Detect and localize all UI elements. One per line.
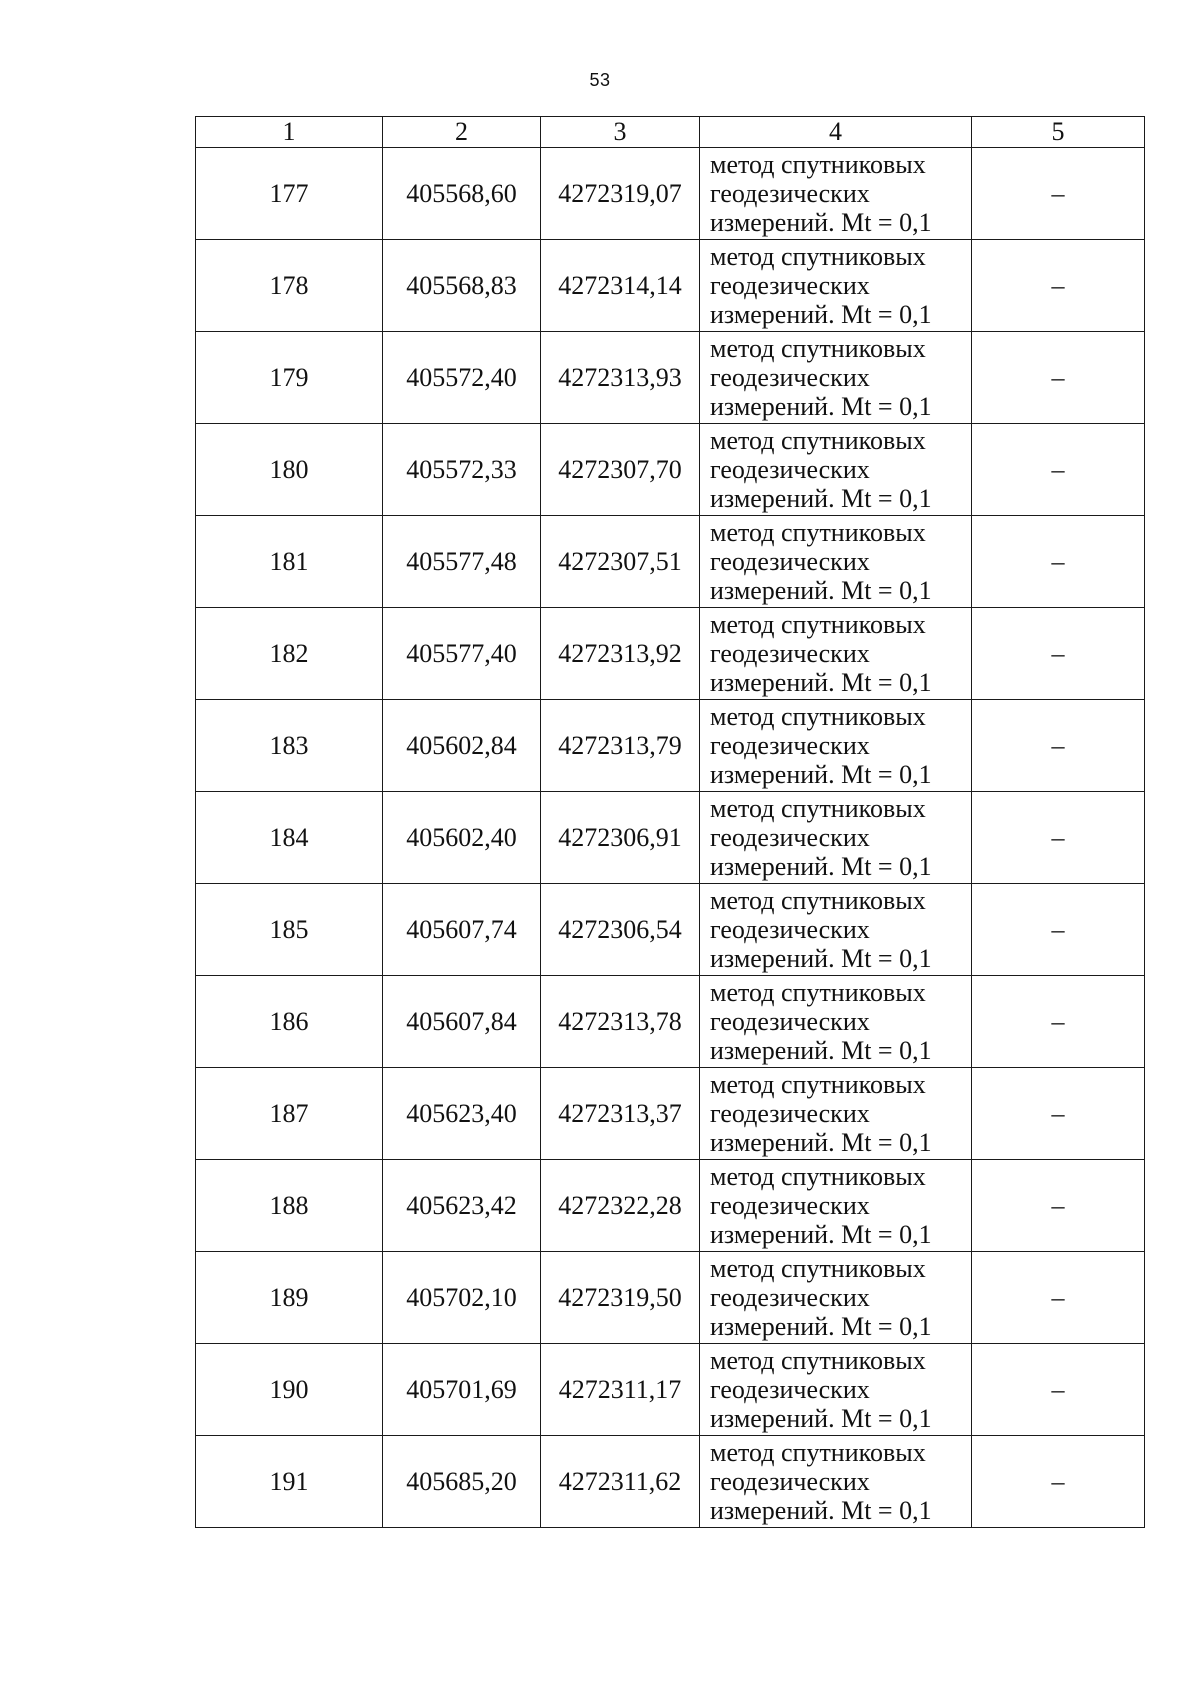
method-cell — [700, 976, 972, 1068]
method-line: метод спутниковых — [710, 610, 926, 639]
method-cell — [700, 1068, 972, 1160]
note-cell: – — [972, 332, 1145, 424]
method-cell — [700, 240, 972, 332]
note-cell: – — [972, 1160, 1145, 1252]
note-cell: – — [972, 976, 1145, 1068]
method-line: измерений. Mt = 0,1 — [710, 1404, 932, 1433]
y-coordinate-cell: 4272313,79 — [541, 700, 700, 792]
table-row — [196, 1068, 1145, 1160]
method-line: метод спутниковых — [710, 1346, 926, 1375]
point-number-cell: 179 — [196, 332, 383, 424]
method-line: метод спутниковых — [710, 794, 926, 823]
method-line: измерений. Mt = 0,1 — [710, 1036, 932, 1065]
point-number-cell: 182 — [196, 608, 383, 700]
note-cell: – — [972, 516, 1145, 608]
x-coordinate-cell: 405602,40 — [383, 792, 541, 884]
method-line: измерений. Mt = 0,1 — [710, 1128, 932, 1157]
x-coordinate-cell: 405602,84 — [383, 700, 541, 792]
method-line: метод спутниковых — [710, 702, 926, 731]
method-cell — [700, 148, 972, 240]
header-cell-3: 3 — [541, 117, 700, 148]
method-line: геодезических — [710, 1467, 870, 1496]
x-coordinate-cell: 405607,84 — [383, 976, 541, 1068]
method-line: метод спутниковых — [710, 1254, 926, 1283]
method-line: метод спутниковых — [710, 886, 926, 915]
point-number-cell: 181 — [196, 516, 383, 608]
y-coordinate-cell: 4272322,28 — [541, 1160, 700, 1252]
method-line: геодезических — [710, 731, 870, 760]
method-cell — [700, 608, 972, 700]
method-line: измерений. Mt = 0,1 — [710, 300, 932, 329]
y-coordinate-cell: 4272311,17 — [541, 1344, 700, 1436]
table-body — [196, 148, 1145, 1528]
note-cell: – — [972, 240, 1145, 332]
table-row — [196, 608, 1145, 700]
table-row — [196, 976, 1145, 1068]
method-line: метод спутниковых — [710, 334, 926, 363]
method-line: метод спутниковых — [710, 150, 926, 179]
y-coordinate-cell: 4272319,50 — [541, 1252, 700, 1344]
y-coordinate-cell: 4272319,07 — [541, 148, 700, 240]
point-number-cell: 183 — [196, 700, 383, 792]
y-coordinate-cell: 4272306,91 — [541, 792, 700, 884]
header-row — [196, 117, 1145, 148]
method-line: геодезических — [710, 179, 870, 208]
method-line: измерений. Mt = 0,1 — [710, 944, 932, 973]
coordinates-table — [195, 116, 1145, 1528]
table-row — [196, 884, 1145, 976]
x-coordinate-cell: 405577,40 — [383, 608, 541, 700]
note-cell: – — [972, 608, 1145, 700]
method-line: измерений. Mt = 0,1 — [710, 1220, 932, 1249]
point-number-cell: 180 — [196, 424, 383, 516]
method-cell — [700, 424, 972, 516]
point-number-cell: 178 — [196, 240, 383, 332]
table-row — [196, 240, 1145, 332]
point-number-cell: 188 — [196, 1160, 383, 1252]
header-cell-5: 5 — [972, 117, 1145, 148]
method-line: метод спутниковых — [710, 242, 926, 271]
x-coordinate-cell: 405572,40 — [383, 332, 541, 424]
note-cell: – — [972, 1068, 1145, 1160]
method-line: измерений. Mt = 0,1 — [710, 1312, 932, 1341]
point-number-cell: 190 — [196, 1344, 383, 1436]
header-cell-1: 1 — [196, 117, 383, 148]
method-line: метод спутниковых — [710, 978, 926, 1007]
method-cell — [700, 332, 972, 424]
x-coordinate-cell: 405702,10 — [383, 1252, 541, 1344]
method-line: геодезических — [710, 1191, 870, 1220]
x-coordinate-cell: 405623,42 — [383, 1160, 541, 1252]
note-cell: – — [972, 424, 1145, 516]
method-line: измерений. Mt = 0,1 — [710, 484, 932, 513]
method-cell — [700, 1252, 972, 1344]
method-cell — [700, 884, 972, 976]
y-coordinate-cell: 4272307,70 — [541, 424, 700, 516]
method-cell — [700, 792, 972, 884]
table-row — [196, 424, 1145, 516]
method-line: геодезических — [710, 271, 870, 300]
table-row — [196, 700, 1145, 792]
y-coordinate-cell: 4272313,93 — [541, 332, 700, 424]
method-line: геодезических — [710, 1283, 870, 1312]
table-row — [196, 792, 1145, 884]
method-line: метод спутниковых — [710, 518, 926, 547]
method-line: метод спутниковых — [710, 1070, 926, 1099]
point-number-cell: 187 — [196, 1068, 383, 1160]
x-coordinate-cell: 405685,20 — [383, 1436, 541, 1528]
method-line: геодезических — [710, 639, 870, 668]
method-cell — [700, 700, 972, 792]
method-line: геодезических — [710, 547, 870, 576]
method-line: геодезических — [710, 823, 870, 852]
note-cell: – — [972, 792, 1145, 884]
method-line: измерений. Mt = 0,1 — [710, 208, 932, 237]
table-row — [196, 516, 1145, 608]
table-row — [196, 1160, 1145, 1252]
y-coordinate-cell: 4272313,78 — [541, 976, 700, 1068]
x-coordinate-cell: 405572,33 — [383, 424, 541, 516]
note-cell: – — [972, 700, 1145, 792]
x-coordinate-cell: 405568,60 — [383, 148, 541, 240]
x-coordinate-cell: 405607,74 — [383, 884, 541, 976]
y-coordinate-cell: 4272313,37 — [541, 1068, 700, 1160]
x-coordinate-cell: 405577,48 — [383, 516, 541, 608]
point-number-cell: 177 — [196, 148, 383, 240]
method-line: измерений. Mt = 0,1 — [710, 852, 932, 881]
table-row — [196, 1436, 1145, 1528]
x-coordinate-cell: 405701,69 — [383, 1344, 541, 1436]
y-coordinate-cell: 4272314,14 — [541, 240, 700, 332]
table-row — [196, 332, 1145, 424]
note-cell: – — [972, 1344, 1145, 1436]
point-number-cell: 186 — [196, 976, 383, 1068]
x-coordinate-cell: 405623,40 — [383, 1068, 541, 1160]
y-coordinate-cell: 4272306,54 — [541, 884, 700, 976]
method-line: измерений. Mt = 0,1 — [710, 668, 932, 697]
method-cell — [700, 1160, 972, 1252]
table-row — [196, 1252, 1145, 1344]
method-line: метод спутниковых — [710, 1162, 926, 1191]
y-coordinate-cell: 4272313,92 — [541, 608, 700, 700]
method-line: измерений. Mt = 0,1 — [710, 1496, 932, 1525]
method-line: геодезических — [710, 1375, 870, 1404]
method-cell — [700, 516, 972, 608]
y-coordinate-cell: 4272311,62 — [541, 1436, 700, 1528]
method-line: геодезических — [710, 455, 870, 484]
table-row — [196, 148, 1145, 240]
table-header — [196, 117, 1145, 148]
page-number: 53 — [589, 70, 611, 90]
note-cell: – — [972, 1252, 1145, 1344]
note-cell: – — [972, 884, 1145, 976]
method-line: метод спутниковых — [710, 426, 926, 455]
point-number-cell: 184 — [196, 792, 383, 884]
method-line: измерений. Mt = 0,1 — [710, 576, 932, 605]
table-row — [196, 1344, 1145, 1436]
point-number-cell: 191 — [196, 1436, 383, 1528]
method-line: геодезических — [710, 915, 870, 944]
method-line: измерений. Mt = 0,1 — [710, 392, 932, 421]
header-cell-4: 4 — [700, 117, 972, 148]
header-cell-2: 2 — [383, 117, 541, 148]
x-coordinate-cell: 405568,83 — [383, 240, 541, 332]
method-cell — [700, 1436, 972, 1528]
note-cell: – — [972, 148, 1145, 240]
point-number-cell: 185 — [196, 884, 383, 976]
method-line: измерений. Mt = 0,1 — [710, 760, 932, 789]
y-coordinate-cell: 4272307,51 — [541, 516, 700, 608]
method-line: геодезических — [710, 363, 870, 392]
method-line: геодезических — [710, 1099, 870, 1128]
method-line: геодезических — [710, 1007, 870, 1036]
note-cell: – — [972, 1436, 1145, 1528]
method-line: метод спутниковых — [710, 1438, 926, 1467]
point-number-cell: 189 — [196, 1252, 383, 1344]
method-cell — [700, 1344, 972, 1436]
